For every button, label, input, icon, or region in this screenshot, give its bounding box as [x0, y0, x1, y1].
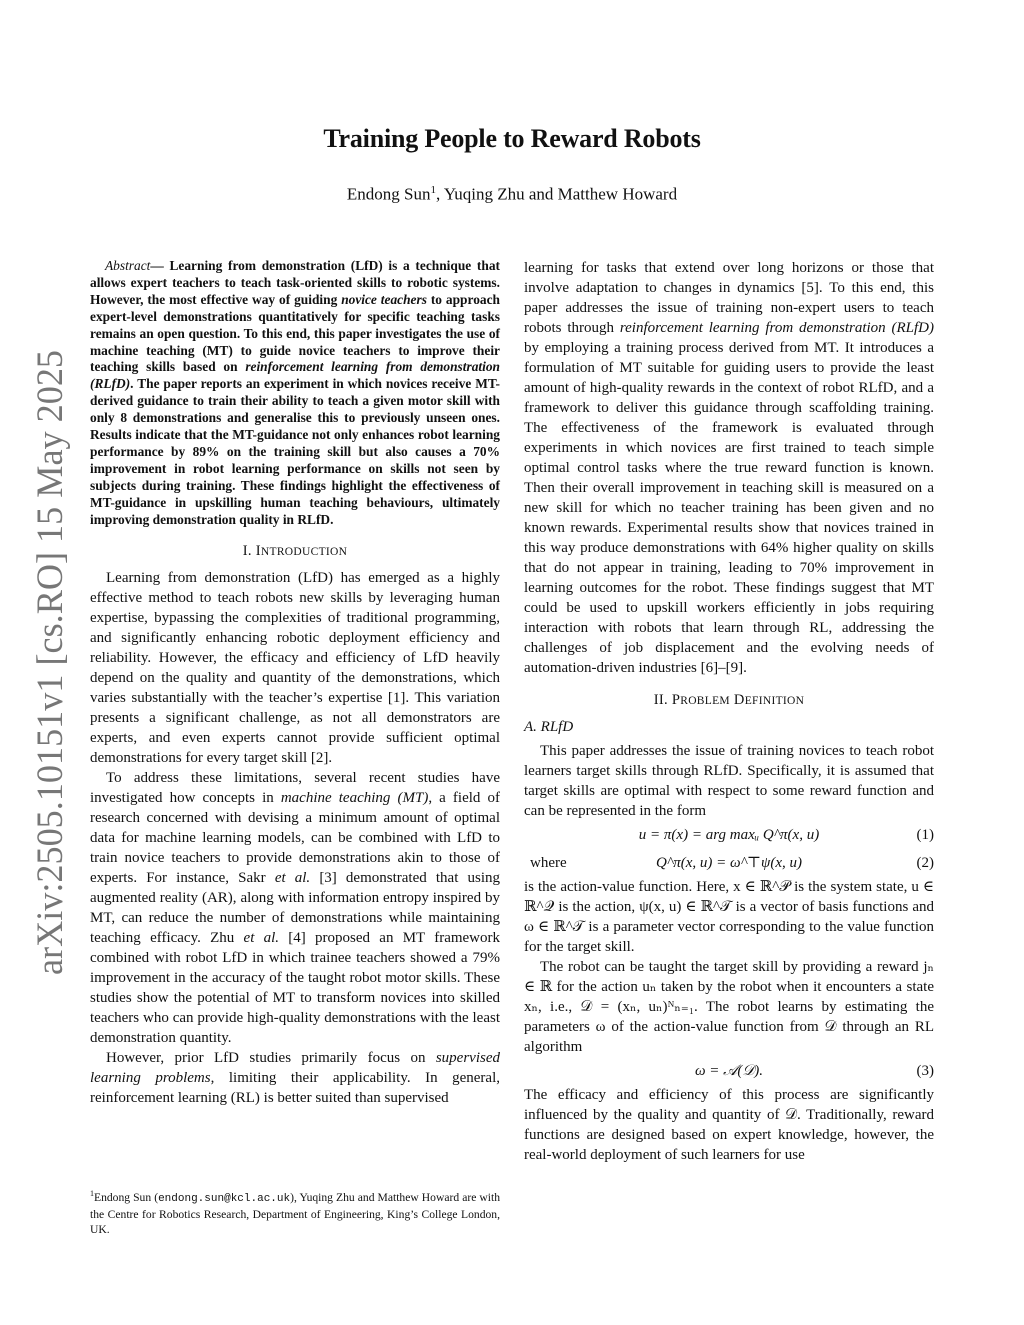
equation-2-where: where: [530, 855, 567, 871]
section-heading-rest-1: ROBLEM: [680, 695, 730, 707]
intro-p2-etal-1: et al.: [274, 869, 311, 886]
author-affiliation-mark: 1: [430, 184, 436, 196]
intro-p2-text-d: [4] proposed an MT framework combined with robot LfD in which trainee teachers showed a 79% improvement in the accuracy of the taught robot motor skills. These studies show the potential of MT to transform novices into skilled teachers who can provide high-quality demonstrations with the least demonstration quantity.: [90, 929, 500, 1046]
section-heading-introduction: [90, 541, 500, 562]
equation-1-number: (1): [916, 827, 934, 843]
intro-p2-text-a: To address these limitations, several recent studies have investigated how concepts in: [90, 769, 500, 806]
equation-2: [524, 849, 934, 877]
rlfd-paragraph-1: This paper addresses the issue of training novices to teach robot learners target skills through RLfD. Specifically, it is assumed that target skills are optimal with respect to some reward function and can be represented in the form: [524, 743, 934, 819]
footnote: [90, 1186, 500, 1237]
section-heading-initial-1: P: [671, 692, 681, 708]
intro-paragraph-3: [90, 1048, 500, 1108]
right-paragraph-1: [524, 258, 934, 678]
paper-title: Training People to Reward Robots: [323, 124, 701, 153]
equation-1: [524, 821, 934, 849]
section-heading-rest: NTRODUCTION: [260, 545, 348, 558]
footnote-text-a: Endong Sun (: [94, 1190, 159, 1204]
right-p1-text-b: by employing a training process derived from MT. It introduces a formulation of MT suitable for guiding users to provide the least amount of high-quality rewards in the context of robot RLfD, and a framework to deliver this guidance through scaffolding training. The effectiveness of the framework is evaluated through experiments in which novices are first trained to teach simple optimal control tasks where the true reward function is known. Then their overall improvement in teaching skill is measured on a new skill for which no teacher training has been given and no known rewards. Experimental results show that novices trained in this way produce demonstrations with 64% higher quality on skills that do not appear in training, leading to 70% improvement in learning outcomes for the robot. These findings suggest that MT could be used to upskill workers efficiently in jobs requiring interaction with robots that learn through RL, addressing the challenges of job displacement and the evolving needs of automation-driven industries [6]–[9].: [524, 340, 934, 676]
equation-3: [524, 1057, 934, 1085]
section-heading-rest-2: EFINITION: [744, 695, 805, 707]
right-column: [524, 258, 934, 1165]
equation-3-number: (3): [916, 1063, 934, 1079]
intro-p2-mt: machine teaching (MT): [280, 789, 429, 806]
abstract-novice-teachers: novice teachers: [341, 291, 427, 307]
section-heading-initial: I: [255, 542, 261, 559]
section-heading-problem-definition: [524, 690, 934, 711]
section-numeral: I.: [242, 542, 252, 559]
abstract-text-3: . The paper reports an experiment in which novices receive MT-derived guidance to train their ability to teach a given motor skill with only 8 demonstrations and generalise this to previously unseen ones. Results indicate that the MT-guidance not only enhances robot learning performance by 89% on the training skill but also causes a 70% improvement in robot learning performance on skills not seen by subjects during training. These findings highlight the effectiveness of MT-guidance in upskilling human teaching behaviours, ultimately improving demonstration quality in RLfD.: [90, 376, 500, 527]
left-column: [90, 258, 500, 1108]
arxiv-id-text: arXiv:2505.10151v1 [cs.RO] 15 May 2025: [29, 345, 70, 975]
abstract-label: Abstract: [105, 258, 151, 273]
equation-1-body: u = π(x) = arg maxᵤ Q^π(x, u): [638, 827, 820, 843]
abstract-text-2: to approach expert-level demonstrations quantitatively for specific teaching tasks remains an open question. To this end, this paper investigates the use of machine teaching (MT) to guide novice teachers to improve their teaching skills based on: [90, 291, 500, 375]
right-p1-rlfd: reinforcement learning from demonstration (RLfD): [619, 320, 934, 336]
rlfd-paragraph-3: The robot can be taught the target skill by providing a reward jₙ ∈ ℝ for the action uₙ taken by the robot when it encounters a state xₙ, i.e., 𝒟 = (xₙ, uₙ)ᴺₙ₌₁. The robot learns by estimating the parameters ω of the action-value function from 𝒟 through an RL algorithm: [524, 959, 934, 1055]
author-rest: , Yuqing Zhu and Matthew Howard: [435, 184, 678, 204]
author-first: Endong Sun: [346, 184, 431, 204]
intro-paragraph-1: Learning from demonstration (LfD) has emerged as a highly effective method to teach robots new skills by leveraging human expertise, bypassing the complexities of traditional programming, and significantly enhancing robotic deployment efficiency and reliability. However, the efficacy and efficiency of LfD heavily depend on the quality and quantity of the demonstrations, which varies substantially with the teacher’s expertise [1]. This variation presents a significant challenge, as not all demonstrators are experts, and even experts cannot provide sufficient optimal demonstrations for every target skill [2].: [90, 569, 500, 766]
intro-paragraph-2: [90, 768, 500, 1048]
arxiv-stamp-svg: [12, 345, 74, 975]
intro-p3-text-b: , limiting their applicability. In general, reinforcement learning (RL) is better suited than supervised: [90, 1069, 500, 1106]
intro-p2-text-b: , a field of research concerned with devising a minimum amount of optimal data for machine learning models, can be combined with LfD to train novice teachers to provide demonstrations akin to those of experts. For instance, Sakr: [90, 789, 500, 886]
abstract-text-1: — Learning from demonstration (LfD) is a technique that allows expert teachers to teach task-oriented skills to robotic systems. However, the most effective way of guiding: [90, 258, 500, 307]
footnote-mark: 1: [90, 1189, 94, 1198]
rlfd-paragraph-4: The efficacy and efficiency of this process are significantly influenced by the quality and quantity of 𝒟. Traditionally, reward functions are designed based on expert knowledge, however, the real-world deployment of such learners for use: [524, 1087, 934, 1163]
equation-2-number: (2): [916, 855, 934, 871]
abstract: [90, 258, 500, 529]
intro-p2-etal-2: et al.: [243, 929, 280, 946]
equation-3-body: ω = 𝒜(𝒟).: [694, 1063, 764, 1079]
intro-p2-text-c: [3] demonstrated that using augmented reality (AR), along with information entropy inspired by MT, can reduce the number of demonstrations while maintaining teaching efficacy. Zhu: [90, 869, 500, 946]
intro-p3-text-a: However, prior LfD studies primarily focus on: [106, 1049, 436, 1066]
arxiv-stamp: [12, 345, 74, 975]
subsection-heading-rlfd: A. RLfD: [524, 719, 574, 735]
abstract-rlfd: reinforcement learning from demonstration (RLfD): [90, 359, 500, 392]
rlfd-paragraph-2: is the action-value function. Here, x ∈ ℝ^𝒫 is the system state, u ∈ ℝ^𝒬 is the action, ψ(x, u) ∈ ℝ^𝒯 is a vector of basis functions and ω ∈ ℝ^𝒯 is a parameter vector corresponding to the value function for the target skill.: [524, 879, 934, 955]
footnote-email[interactable]: endong.sun@kcl.ac.uk: [158, 1192, 291, 1205]
section-numeral: II.: [653, 692, 668, 708]
equation-2-body: Q^π(x, u) = ω^⊤ψ(x, u): [656, 855, 802, 871]
intro-p3-supervised: supervised learning problems: [90, 1049, 500, 1086]
footnote-text-b: ), Yuqing Zhu and Matthew Howard are with the Centre for Robotics Research, Department of Engineering, King’s College London, UK.: [90, 1190, 501, 1236]
right-p1-text-a: learning for tasks that extend over long horizons or those that involve adaptation to changes in dynamics [5]. To this end, this paper addresses the issue of training non-expert users to teach robots through: [524, 260, 934, 336]
author-list: [0, 184, 1024, 205]
section-heading-initial-2: D: [733, 692, 745, 708]
